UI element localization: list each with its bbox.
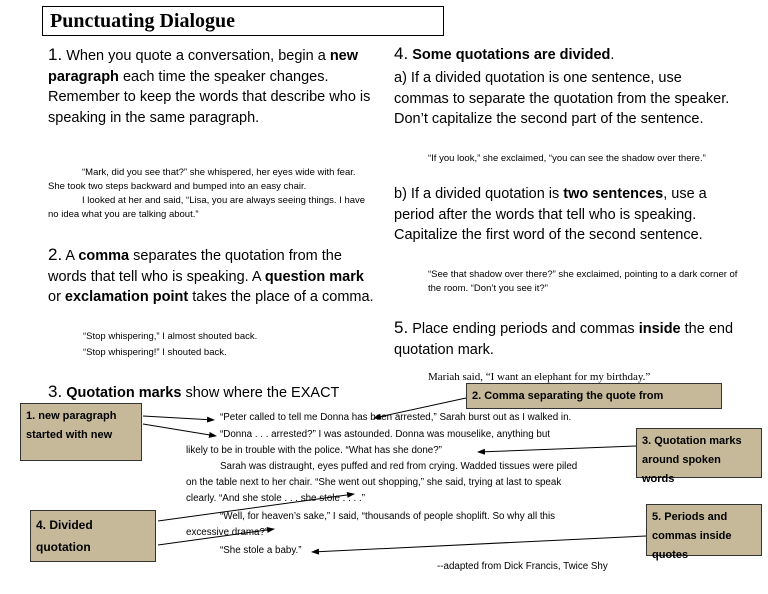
passage-line-1: “Peter called to tell me Donna has been arrested,” Sarah burst out as I walked in.	[220, 412, 572, 423]
section-4b-example: “See that shadow over there?” she exclaimed, pointing to a dark corner of the room. “Don’t you see it?”	[428, 269, 738, 294]
arrow-1a	[143, 416, 214, 420]
callout-5: 5. Periods and commas inside quotes	[646, 504, 762, 556]
section-5-number: 5.	[394, 318, 409, 337]
passage-line-4b: excessive drama?”	[186, 527, 269, 538]
section-2-text-a: A	[62, 248, 79, 264]
arrow-2	[374, 398, 466, 418]
section-2-bold-comma: comma	[78, 248, 130, 264]
section-2-text-b: separates the quotation from the words that tell who is speaking. A	[48, 248, 342, 285]
section-1-number: 1.	[48, 45, 63, 64]
section-4b-text-b: , use a period after the words that tell who is speaking. Capitalize the first word of the second sentence.	[394, 186, 707, 243]
section-5-bold: inside	[638, 321, 681, 337]
section-3-number: 3.	[48, 382, 63, 401]
section-1-text-a: When you quote a conversation, begin a	[62, 48, 330, 64]
passage-line-3c: clearly. “And she stole . . . she stole . . . .”	[186, 493, 365, 504]
section-2-bold-question: question mark	[264, 268, 364, 285]
section-4b-bold: two sentences	[563, 186, 664, 202]
section-4b-text-a: If a divided quotation is	[406, 186, 564, 202]
section-1-text-b: each time the speaker changes. Remember to keep the words that describe who is speaking in the same paragraph.	[48, 68, 371, 126]
section-4-number: 4.	[394, 44, 409, 63]
passage-line-3a: Sarah was distraught, eyes puffed and red from crying. Wadded tissues were piled	[220, 461, 578, 472]
section-5-text-a: Place ending periods and commas	[408, 321, 639, 337]
section-2-bold-exclamation: exclamation point	[64, 289, 189, 305]
example-1-line-2: I looked at her and said, “Lisa, you are always seeing things. I have no idea what you are talking about.”	[48, 195, 366, 220]
callout-2: 2. Comma separating the quote from	[466, 383, 722, 409]
page-title: Punctuating Dialogue	[50, 10, 236, 32]
section-3-text: show where the EXACT	[181, 385, 340, 401]
section-5-text-b: the end quotation mark.	[394, 321, 734, 358]
passage-credit: --adapted from Dick Francis, Twice Shy	[437, 561, 608, 572]
section-3-bold: Quotation marks	[66, 385, 182, 401]
section-2-number: 2.	[48, 245, 63, 264]
passage-line-4a: “Well, for heaven’s sake,” I said, “thousands of people shoplift. So why all this	[220, 511, 556, 522]
example-2-line-2: “Stop whispering!” I shouted back.	[83, 347, 227, 358]
example-2-line-1: “Stop whispering,” I almost shouted back.	[83, 331, 258, 342]
section-5-example: Mariah said, “I want an elephant for my birthday.”	[428, 371, 651, 383]
arrow-4b	[158, 529, 274, 545]
section-4-period: .	[610, 47, 615, 63]
callout-3: 3. Quotation marks around spoken words	[636, 428, 762, 478]
arrow-3	[478, 446, 636, 452]
arrow-4a	[158, 494, 354, 521]
passage-line-5: “She stole a baby.”	[220, 545, 302, 556]
section-1-bold: new paragraph	[48, 48, 359, 85]
section-4-bold: Some quotations are divided	[412, 47, 611, 63]
passage-line-3b: on the table next to her chair. “She went out shopping,” she said, trying at last to speak	[186, 477, 562, 488]
passage-line-2b: likely to be in trouble with the police. “What has she done?”	[186, 445, 442, 456]
arrow-5	[312, 536, 646, 552]
section-4a-label: a)	[394, 70, 407, 86]
example-1-line-1: “Mark, did you see that?” she whispered, her eyes wide with fear. She took two steps backward and bumped into an easy chair.	[48, 167, 356, 192]
section-4a-text: If a divided quotation is one sentence, use commas to separate the quotation from the speaker. Don’t capitalize the second part of the sentence.	[394, 70, 730, 127]
callout-1: 1. new paragraph started with new	[20, 403, 142, 461]
arrow-1b	[143, 424, 216, 436]
section-2-text-c: or	[48, 289, 65, 305]
section-2-text-d: takes the place of a comma.	[188, 289, 374, 305]
section-4b-label: b)	[394, 186, 407, 202]
callout-4: 4. Divided quotation	[30, 510, 156, 562]
section-4a-example: “If you look,” she exclaimed, “you can see the shadow over there.”	[428, 153, 706, 164]
passage-line-2a: “Donna . . . arrested?” I was astounded. Donna was mouselike, anything but	[220, 429, 551, 440]
